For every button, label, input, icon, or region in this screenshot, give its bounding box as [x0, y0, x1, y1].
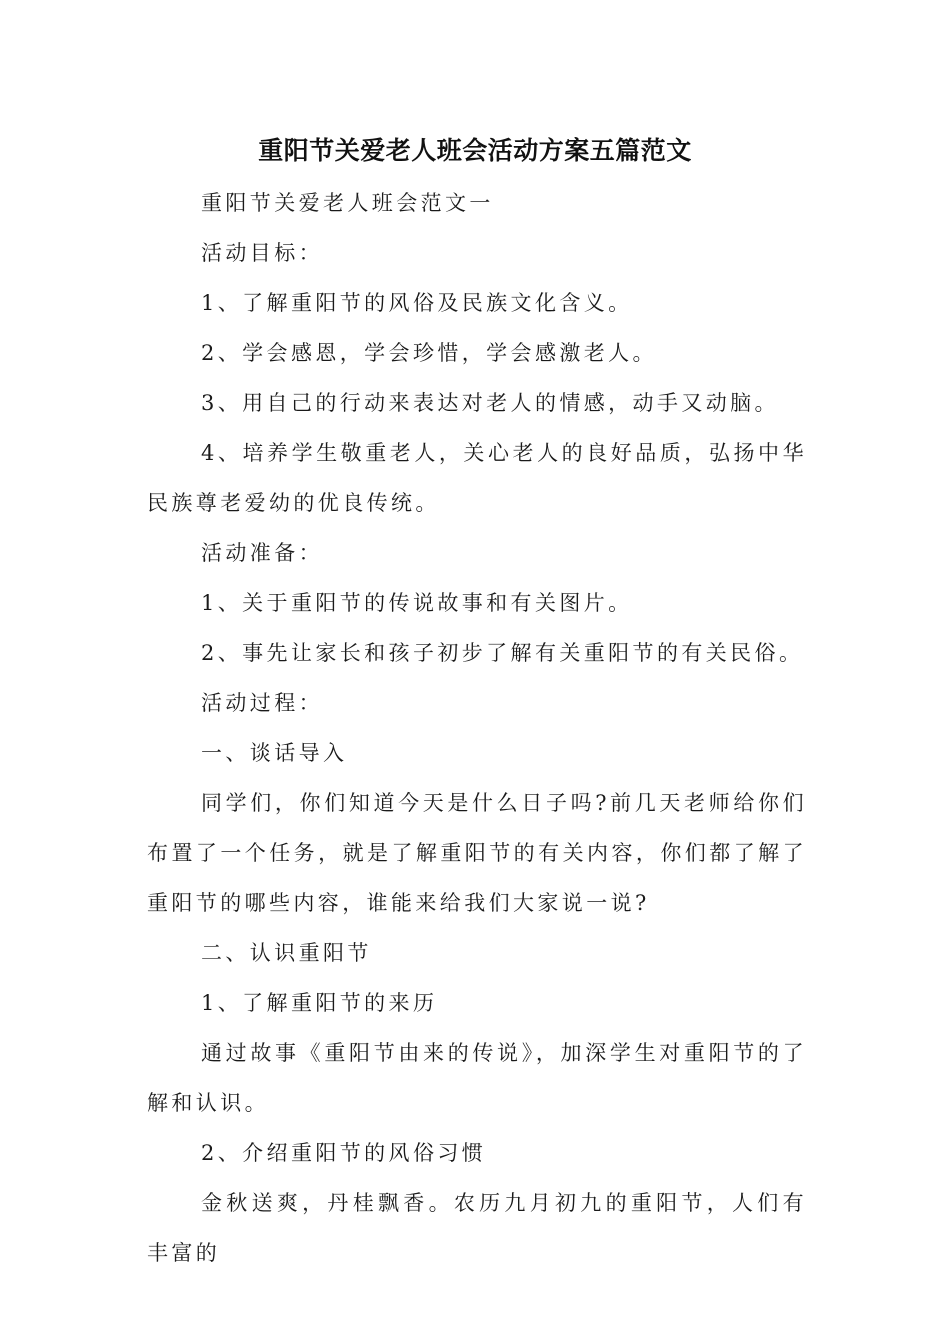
prep-item: 2、事先让家长和孩子初步了解有关重阳节的有关民俗。: [201, 641, 804, 665]
section-heading: 重阳节关爱老人班会范文一: [201, 191, 494, 215]
goal-item: 4、培养学生敬重老人，关心老人的良好品质，弘扬中华民族尊老爱幼的优良传统。: [147, 441, 807, 515]
document-title: 重阳节关爱老人班会活动方案五篇范文: [258, 136, 692, 165]
body-paragraph: 金秋送爽，丹桂飘香。农历九月初九的重阳节，人们有丰富的: [147, 1191, 807, 1265]
sub-heading: 1、了解重阳节的来历: [201, 991, 438, 1015]
prep-item: 1、关于重阳节的传说故事和有关图片。: [201, 591, 633, 615]
body-paragraph: 同学们，你们知道今天是什么日子吗?前几天老师给你们布置了一个任务，就是了解重阳节的有关内容，你们都了解了重阳节的哪些内容，谁能来给我们大家说一说?: [147, 791, 807, 915]
body-paragraph: 通过故事《重阳节由来的传说》，加深学生对重阳节的了解和认识。: [147, 1041, 807, 1115]
process-step-heading: 一、谈话导入: [201, 741, 348, 765]
activity-goals-heading: 活动目标：: [201, 241, 323, 265]
goal-item: 1、了解重阳节的风俗及民族文化含义。: [201, 291, 633, 315]
activity-process-heading: 活动过程：: [201, 691, 323, 715]
goal-item: 2、学会感恩，学会珍惜，学会感激老人。: [201, 341, 657, 365]
process-step-heading: 二、认识重阳节: [201, 941, 372, 965]
activity-prep-heading: 活动准备：: [201, 541, 323, 565]
document-body: [147, 178, 807, 1278]
sub-heading: 2、介绍重阳节的风俗习惯: [201, 1141, 487, 1165]
goal-item: 3、用自己的行动来表达对老人的情感，动手又动脑。: [201, 391, 779, 415]
